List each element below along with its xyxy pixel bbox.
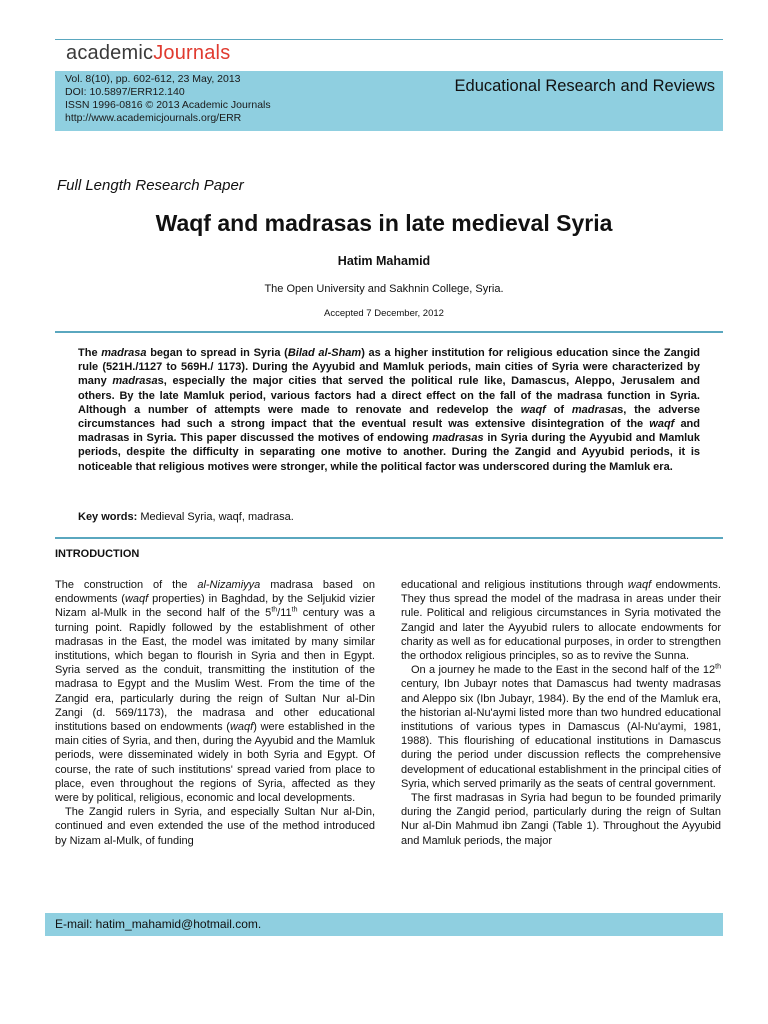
- accepted-date: Accepted 7 December, 2012: [324, 308, 444, 319]
- footer-email-band: [45, 913, 723, 936]
- top-rule: [55, 39, 723, 40]
- author-name: Hatim Mahamid: [337, 254, 431, 268]
- paper-title: Waqf and madrasas in late medieval Syria: [155, 210, 613, 236]
- journal-url[interactable]: http://www.academicjournals.org/ERR: [65, 112, 242, 124]
- keywords: Key words: Medieval Syria, waqf, madrasa.: [78, 511, 294, 523]
- doi: DOI: 10.5897/ERR12.140: [65, 86, 185, 98]
- abstract: The madrasa began to spread in Syria (Bilad al-Sham) as a higher institution for religious education since the Zangid rule (521H./1127 to 569H./ 1173). During the Ayyubid and Mamluk periods, main cities of Syria were characterized by many madrasas, especially the major cities that served the political rule like, Damascus, Aleppo, Jerusalem and others. By the late Mamluk period, various factors had a direct effect on the fall of the madrasa function in Syria. Although a number of attempts were made to renovate and redevelop the waqf of madrasas, the adverse circumstances had such a strong impact that the eventual result was extensive disintegration of the waqf and madrasas in Syria. This paper discussed the motives of endowing madrasas in Syria during the Ayyubid and Mamluk periods, despite the difficulty in separating one motive to another. During the Zangid and Ayyubid periods, it is noticeable that religious motives were stronger, while the political factor was underscored during the Mamluk era.: [78, 347, 701, 473]
- paragraph: On a journey he made to the East in the second half of the 12th century, Ibn Jubayr notes that Damascus had twenty madrasas and Aleppo six (Ibn Jubayr, 1984). By the end of the Mamluk era, the historian al-Nu'aymi listed more than two hundred educational institutions of various types in Damascus (Al-Nu'aymi, 1981, 1988). This flourishing of educational institutions in Damascus during the period under discussion reflects the comprehensive development of educational establishment in the principal cities of Syria, which served primarily as the seats of central government.: [401, 663, 721, 790]
- journal-name: Educational Research and Reviews: [454, 77, 715, 95]
- abstract-top-rule: [55, 331, 723, 333]
- volume-info: Vol. 8(10), pp. 602-612, 23 May, 2013: [65, 73, 241, 85]
- issn: ISSN 1996-0816 © 2013 Academic Journals: [65, 99, 271, 111]
- abstract-bottom-rule: [55, 537, 723, 539]
- paragraph: The construction of the al-Nizamiyya madrasa based on endowments (waqf properties) in Baghdad, by the Seljukid vizier Nizam al-Mulk in the second half of the 5th/11th century was a turning point. Rapidly followed by the establishment of other madrasas in the East, the model was imitated by many similar institutions, which began to flourish in Syria and then in Egypt. Syria served as the conduit, transmitting the institution of the madrasa to Egypt and the Muslim West. From the time of the Zangid era, particularly during the reign of Sultan Nur al-Din Zangi (d. 569/1173), the madrasa and other educational institutions based on endowments (waqf) were established in the main cities of Syria, and then, during the Ayyubid and the Mamluk periods, were disseminated widely in both Syria and Egypt. Of course, the rate of such institutions' spread varied from place to place, even throughout the regions of Syria, affected as they were by political, religious, economic and local developments.: [55, 579, 376, 805]
- paragraph: The Zangid rulers in Syria, and especially Sultan Nur al-Din, continued and even extended the use of the method introduced by Nizam al-Mulk, of funding: [55, 806, 375, 847]
- publisher-logo: academicJournals: [66, 42, 231, 64]
- author-email[interactable]: E-mail: hatim_mahamid@hotmail.com.: [55, 917, 262, 931]
- paragraph: educational and religious institutions through waqf endowments. They thus spread the model of the madrasa in areas under their rule. Political and religious circumstances in Syria motivated the Zangid and later the Ayyubid rulers to allocate endowments for charity as well as for educational purposes, in order to strengthen the orthodox religious principles, so as to revive the Sunna.: [401, 579, 721, 663]
- paper-type: Full Length Research Paper: [57, 177, 244, 194]
- journal-header-band: [55, 71, 723, 131]
- body-column-right: [401, 578, 721, 848]
- author-affiliation: The Open University and Sakhnin College, Syria.: [264, 283, 504, 295]
- section-heading-introduction: INTRODUCTION: [55, 548, 140, 560]
- citation-meta: [65, 73, 271, 125]
- paragraph: The first madrasas in Syria had begun to be founded primarily during the Zangid period, particularly during the reign of Sultan Nur al-Din Mahmud ibn Zangi (Table 1). Throughout the Ayyubid and Mamluk periods, the major: [401, 792, 721, 847]
- body-column-left: [55, 578, 375, 848]
